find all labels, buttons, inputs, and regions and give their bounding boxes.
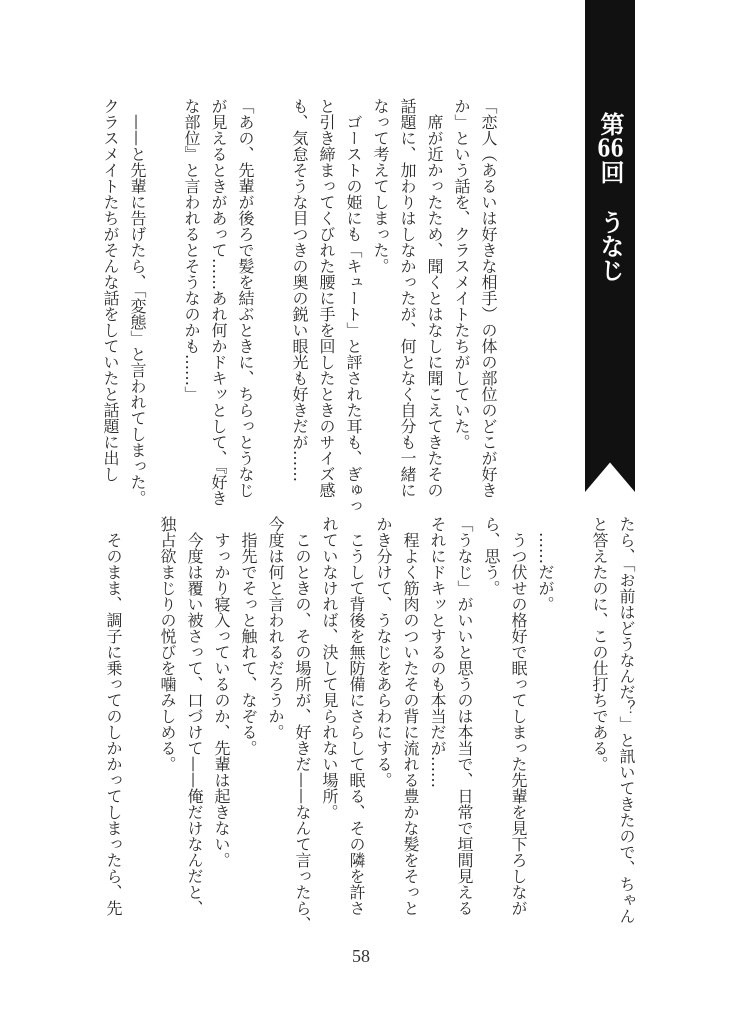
text-line: と答えたのに、この仕打ちである。 xyxy=(590,516,609,772)
chapter-number-value: 66 xyxy=(597,136,624,160)
text-line: 「恋人（あるいは好きな相手）の体の部位のどこが好き xyxy=(479,98,498,498)
text-line: も、気怠そうな目つきの奥の鋭い眼光も好きだが…… xyxy=(290,98,309,482)
text-line: と引き締まってくびれた腰に手を回したときのサイズ感 xyxy=(317,98,336,498)
text-line: 席が近かったため、聞くとはなしに聞こえてきたその xyxy=(425,98,444,498)
text-line: すっかり寝入っているのか、先輩は起きない。 xyxy=(212,516,231,868)
text-line: れていなければ、決して見られない場所。 xyxy=(320,516,339,820)
text-line: 今度は覆い被さって、口づけて——俺だけなんだと、 xyxy=(185,516,204,916)
chapter-number-suffix: 回 xyxy=(596,160,625,184)
page-number: 58 xyxy=(352,946,370,966)
text-line: か」という話を、クラスメイトたちがしていた。 xyxy=(452,98,471,450)
text-line: こうして背後を無防備にさらして眠る、その隣を許さ xyxy=(347,516,366,916)
text-line: 「あの、先輩が後ろで髪を結ぶときに、ちらっとうなじ xyxy=(236,98,255,498)
text-line: ……だが。 xyxy=(536,516,555,612)
text-line: ら、思う。 xyxy=(482,516,501,596)
text-line: ——と先輩に告げたら、「変態」と言われてしまった。 xyxy=(128,98,147,506)
text-line: うつ伏せの格好で眠ってしまった先輩を見下ろしなが xyxy=(509,516,528,916)
text-line: それにドキッとするのも本当だが…… xyxy=(428,516,447,788)
text-line: そのまま、調子に乗ってのしかかってしまったら、先 xyxy=(104,516,123,916)
text-line: このときの、その場所が、好きだ——なんて言ったら、 xyxy=(293,516,312,932)
text-line: 独占欲まじりの悦びを噛みしめる。 xyxy=(158,516,177,772)
text-line: クラスメイトたちがそんな話をしていたと話題に出し xyxy=(101,98,120,482)
text-line: かき分けて、うなじをあらわにする。 xyxy=(374,516,393,788)
text-line: なって考えてしまった。 xyxy=(371,98,390,274)
text-line: が見えるときがあって……あれ何かドキッとして、『好き xyxy=(209,98,228,506)
text-line: ゴーストの姫にも「キュート」と評された耳も、ぎゅっ xyxy=(344,98,363,514)
chapter-number-prefix: 第 xyxy=(596,112,625,136)
text-line: 話題に、加わりはしなかったが、何となく自分も一緒に xyxy=(398,98,417,498)
chapter-title-text: うなじ xyxy=(596,210,625,282)
text-line: 今度は何と言われるだろうか。 xyxy=(266,516,285,740)
text-line: な部位』と言われるとそうなのかも……」 xyxy=(182,98,201,402)
text-line: 「うなじ」がいいと思うのは本当で、日常で垣間見える xyxy=(455,516,474,916)
chapter-title xyxy=(585,112,635,372)
text-line: 指先でそっと触れて、なぞる。 xyxy=(239,516,258,756)
text-line: たら、「お前はどうなんだ？」と訊いてきたので、ちゃん xyxy=(617,516,636,924)
text-line: 程よく筋肉のついたその背に流れる豊かな髪をそっと xyxy=(401,516,420,916)
